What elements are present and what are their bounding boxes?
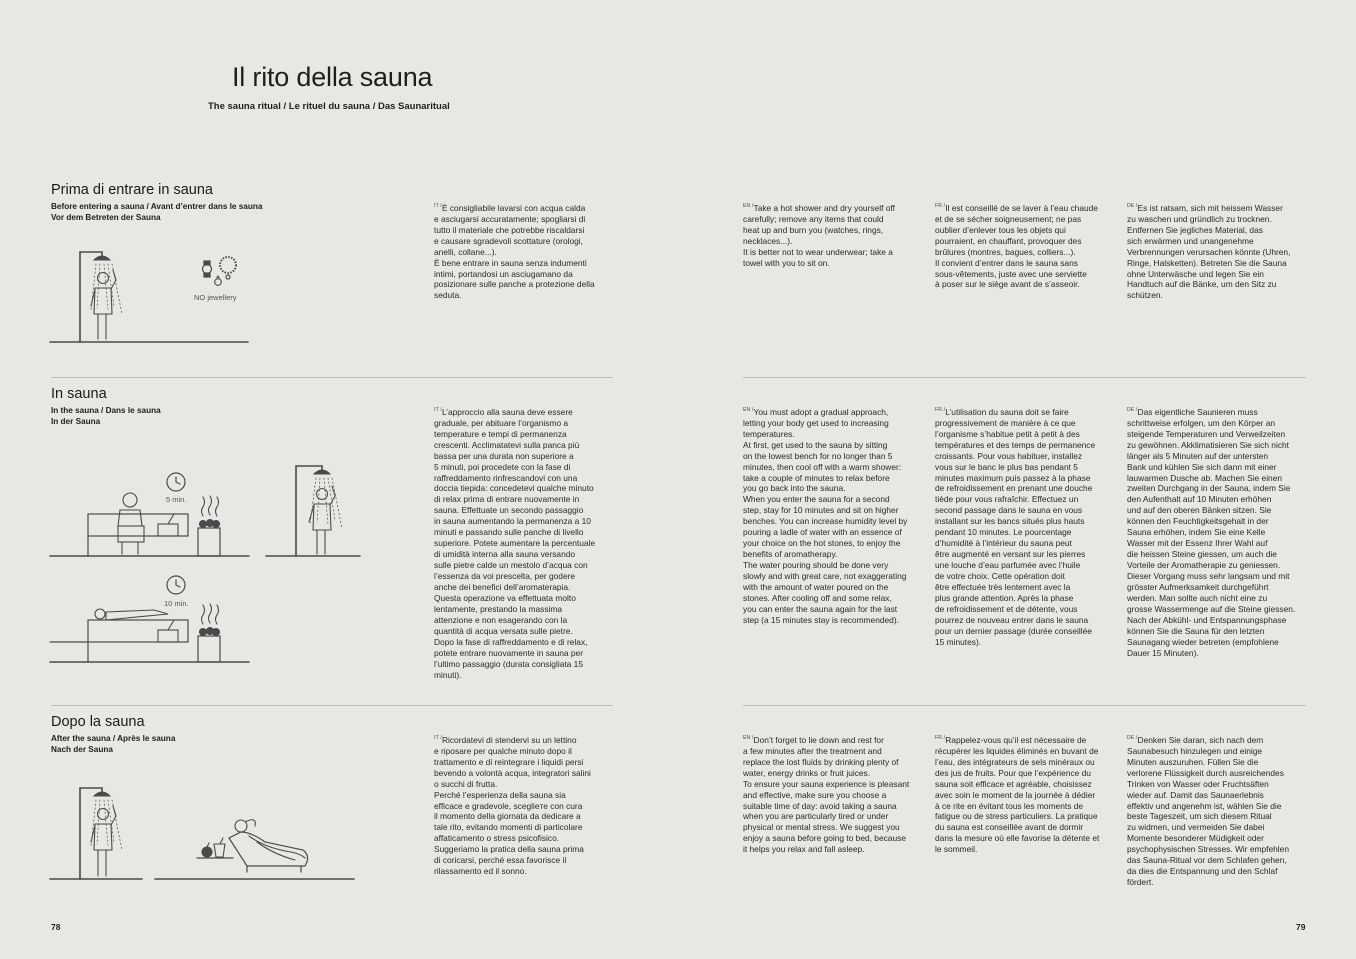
cool-shower-illustration [266, 462, 362, 560]
language-tag: DE / [1127, 735, 1138, 741]
section-subtitle-line: After the sauna / Après le sauna [51, 734, 176, 743]
section-divider [743, 705, 1306, 706]
apple-icon [202, 843, 212, 857]
column-text: Don’t forget to lie down and rest for a few minutes after the treatment and replace the lost fluids by drinking plenty of water, energy drinks or fruit juices. To ensure your sauna experience is pleasant and effective, make sure you choose a suitable time of day: avoid taking a sauna when you are particularly tired or under physical or mental stress. We suggest you enjoy a sauna before going to bed, because it helps you relax and fall asleep. [743, 734, 910, 855]
section-subtitle-line: In der Sauna [51, 417, 101, 426]
no-jewellery-label: NO jewellery [194, 293, 237, 302]
text-column-de [1127, 201, 1311, 301]
text-column-it [434, 733, 619, 877]
language-tag: EN / [743, 407, 754, 413]
text-column-de [1127, 733, 1311, 888]
section-divider [51, 377, 613, 378]
sauna-sitting-illustration [50, 468, 252, 560]
clock-icon [167, 473, 185, 491]
section-divider [743, 377, 1306, 378]
section-subtitle-line: Nach der Sauna [51, 745, 113, 754]
text-column-it [434, 201, 619, 301]
language-tag: FR / [935, 203, 946, 209]
sauna-lying-illustration [50, 574, 252, 666]
section-divider [51, 705, 613, 706]
section-subtitle-line: In the sauna / Dans le sauna [51, 406, 161, 415]
column-text: L’approccio alla sauna deve essere graduale, per abituare l’organismo a temperature e tempi di permanenza crescenti. Acclimatatevi sulla panca più bassa per una durata non superiore a 5 minuti, poi procedete con la fase di raffreddamento rinfrescandovi con una doccia tiepida: concedetevi qualche minuto di relax prima di entrare nuovamente in sauna. Effettuate un secondo passaggio in sauna aumentando la permanenza a 10 minuti e passando sulle panche di livello superiore. Potete aumentare la percentuale di umidità interna alla sauna versando sulle pietre calde un mestolo d’acqua con l’essenza da voi prescelta, per godere anche dei benefici dell’aromaterapia. Questa operazione va effettuata molto lentamente, prestando la massima attenzione e non esagerando con la quantità di acqua versata sulle pietre. Dopo la fase di raffreddamento e di relax, potete entrare nuovamente in sauna per l’ultimo passaggio (durata consigliata 15 minuti). [434, 406, 596, 680]
column-text: Take a hot shower and dry yourself off carefully; remove any items that could heat up and burn you (watches, rings, necklaces...). It is better not to wear underwear; take a towel with you to sit on. [743, 202, 895, 268]
page-number-right: 79 [1296, 922, 1306, 932]
column-text: You must adopt a gradual approach, letting your body get used to increasing temperatures. At first, get used to the sauna by sitting on the lowest bench for no longer than 5 minutes, then cool off with a warm shower: take a couple of minutes to relax before you go back into the sauna. When you enter the sauna for a second step, stay for 10 minutes and sit on higher benches. You can increase humidity level by pouring a ladle of water with an essence of your choice on the hot stones, to enjoy the benefits of aromatherapy. The water pouring should be done very slowly and with great care, not exaggerating with the amount of water poured on the stones. After cooling off and some relax, you can enter the sauna again for the last step (a 15 minutes stay is recommended). [743, 406, 908, 625]
column-text: Das eigentliche Saunieren muss schrittweise erfolgen, um den Körper an steigende Temperaturen und Verweilzeiten zu gewöhnen. Akklimatisieren Sie sich nicht länger als 5 Minuten auf der untersten Bank und kühlen Sie sich dann mit einer lauwarmen Dusche ab. Machen Sie einen zweiten Durchgang in der Sauna, indem Sie den Aufenthalt auf 10 Minuten erhöhen und auf den oberen Bänken sitzen. Sie können den Feuchtigkeitsgehalt in der Sauna erhöhen, indem Sie eine Kelle Wasser mit der Essenz Ihrer Wahl auf die heissen Steine giessen, um auch die Vorteile der Aromatherapie zu geniessen. Dieser Vorgang muss sehr langsam und mit grösster Aufmerksamkeit durchgeführt werden. Man sollte auch nicht eine zu grosse Wassermenge auf die Steine giessen. Nach der Abkühl- und Entspannungsphase können Sie die Sauna für den letzten Saunagang wieder betreten (empfohlene Dauer 15 Minuten). [1127, 406, 1296, 658]
language-tag: DE / [1127, 407, 1138, 413]
section-title-after: Dopo la sauna [51, 714, 145, 730]
text-column-en [743, 201, 928, 269]
column-text: L’utilisation du sauna doit se faire progressivement de manière à ce que l’organisme s’habitue petit à petit à des températures et des temps de permanence croissants. Pour vous habituer, installez vous sur le banc le plus bas pendant 5 minutes maximum puis passez à la phase de refroidissement en prenant une douche tiède pour vous rafraîchir. Effectuez un second passage dans le sauna en vous installant sur les bancs situés plus hauts pendant 10 minutes. Le pourcentage d’humidité à l’intérieur du sauna peut être augmenté en versant sur les pierres une louche d’eau parfumée avec l’huile de votre choix. Cette opération doit être effectuée très lentement avec la plus grande attention. Après la phase de refroidissement et de détente, vous pourrez de nouveau entrer dans le sauna pour un dernier passage (durée conseillée 15 minutes). [935, 406, 1096, 647]
language-tag: FR / [935, 735, 946, 741]
language-tag: DE / [1127, 203, 1138, 209]
language-tag: IT / [434, 203, 442, 209]
language-tag: IT / [434, 735, 442, 741]
steam-icon [202, 604, 219, 624]
section-subtitle-after [51, 733, 311, 755]
watch-icon [203, 261, 212, 277]
column-text: Es ist ratsam, sich mit heissem Wasser zu waschen und gründlich zu trocknen. Entfernen Sie jegliches Material, das sich erwärmen und unangenehme Verbrennungen verursachen könnte (Uhren, Ringe, Halsketten). Betreten Sie die Sauna ohne Unterwäsche und legen Sie ein Handtuch auf die Bänke, um den Sitz zu schützen. [1127, 202, 1291, 301]
section-subtitle-line: Before entering a sauna / Avant d’entrer dans le sauna [51, 202, 263, 211]
no-jewellery-illustration [190, 250, 250, 306]
language-tag: IT / [434, 407, 442, 413]
ring-icon [215, 276, 222, 285]
text-column-fr [935, 733, 1121, 855]
page-number-left: 78 [51, 922, 61, 932]
language-tag: FR / [935, 407, 946, 413]
section-subtitle-in [51, 405, 311, 427]
section-title-in: In sauna [51, 386, 107, 402]
section-subtitle-before [51, 201, 311, 223]
column-text: Rappelez-vous qu’il est nécessaire de récupérer les liquides éliminés en buvant de l’eau, des intégrateurs de sels minéraux ou des jus de fruits. Pour que l’expérience du sauna soit efficace et agréable, choisissez avec soin le moment de la journée à dédier à ce rite en évitant tous les moments de fatigue ou de stress particuliers. La pratique du sauna est conseillée avant de dormir dans la mesure où elle favorise la détente et le sommeil. [935, 734, 1100, 855]
page-subtitle: The sauna ritual / Le rituel du sauna / Das Saunaritual [208, 101, 450, 112]
text-column-en [743, 405, 928, 626]
column-text: Ricordatevi di stendervi su un lettino e riposare per qualche minuto dopo il trattamento e di reintegrare i liquidi persi bevendo a volontà acqua, integratori salini o succhi di frutta. Perché l’esperienza della sauna sia efficace e gradevole, sceglieте con cura il momento della giornata da dedicare a tale rito, evitando momenti di particolare affaticamento o stress psicofisico. Suggeriamo la pratica della sauna prima di coricarsi, perché essa favorisce il rilassamento ed il sonno. [434, 734, 591, 877]
text-column-de [1127, 405, 1311, 659]
steam-icon [202, 496, 219, 516]
timer-label-10: 10 min. [164, 599, 189, 608]
column-text: È consigliabile lavarsi con acqua calda e asciugarsi accuratamente; spogliarsi di tutto il materiale che potrebbe riscaldarsi e causare sgradevoli scottature (orologi, anelli, collane...). È bene entrare in sauna senza indumenti intimi, portandosi un asciugamano da posizionare sulle panche a protezione della seduta. [434, 202, 595, 301]
column-text: Denken Sie daran, sich nach dem Saunabesuch hinzulegen und einige Minuten auszuruhen. Füllen Sie die verlorene Flüssigkeit durch ausreichendes Trinken von Wasser oder Fruchtsäften wieder auf. Damit das Saunaerlebnis effektiv und angenehm ist, wählen Sie die beste Tageszeit, um sich diesem Ritual zu widmen, und vermeiden Sie dabei Momente besonderer Müdigkeit oder psychophysischen Stresses. Wir empfehlen das Sauna-Ritual vor dem Schlafen gehen, da dies die Entspannung und den Schlaf fördert. [1127, 734, 1289, 888]
necklace-icon [220, 257, 236, 279]
language-tag: EN / [743, 735, 754, 741]
page-title: Il rito della sauna [232, 62, 433, 92]
glass-icon [214, 838, 225, 857]
section-title-before: Prima di entrare in sauna [51, 182, 213, 198]
column-text: Il est conseillé de se laver à l’eau chaude et de se sécher soigneusement; ne pas oublier d’enlever tous les objets qui pourraient, en chauffant, provoquer des brûlures (montres, bagues, colliers...). Il convient d’entrer dans le sauna sans sous-vêtements, juste avec une serviette à poser sur le siège avant de s’asseoir. [935, 202, 1098, 290]
language-tag: EN / [743, 203, 754, 209]
rest-lounger-illustration [155, 812, 357, 882]
after-shower-illustration [50, 784, 146, 882]
clock-icon [167, 576, 185, 594]
text-column-en [743, 733, 928, 855]
timer-label-5: 5 min. [166, 495, 187, 504]
text-column-fr [935, 201, 1121, 290]
text-column-fr [935, 405, 1121, 648]
text-column-it [434, 405, 619, 681]
section-subtitle-line: Vor dem Betreten der Sauna [51, 213, 161, 222]
